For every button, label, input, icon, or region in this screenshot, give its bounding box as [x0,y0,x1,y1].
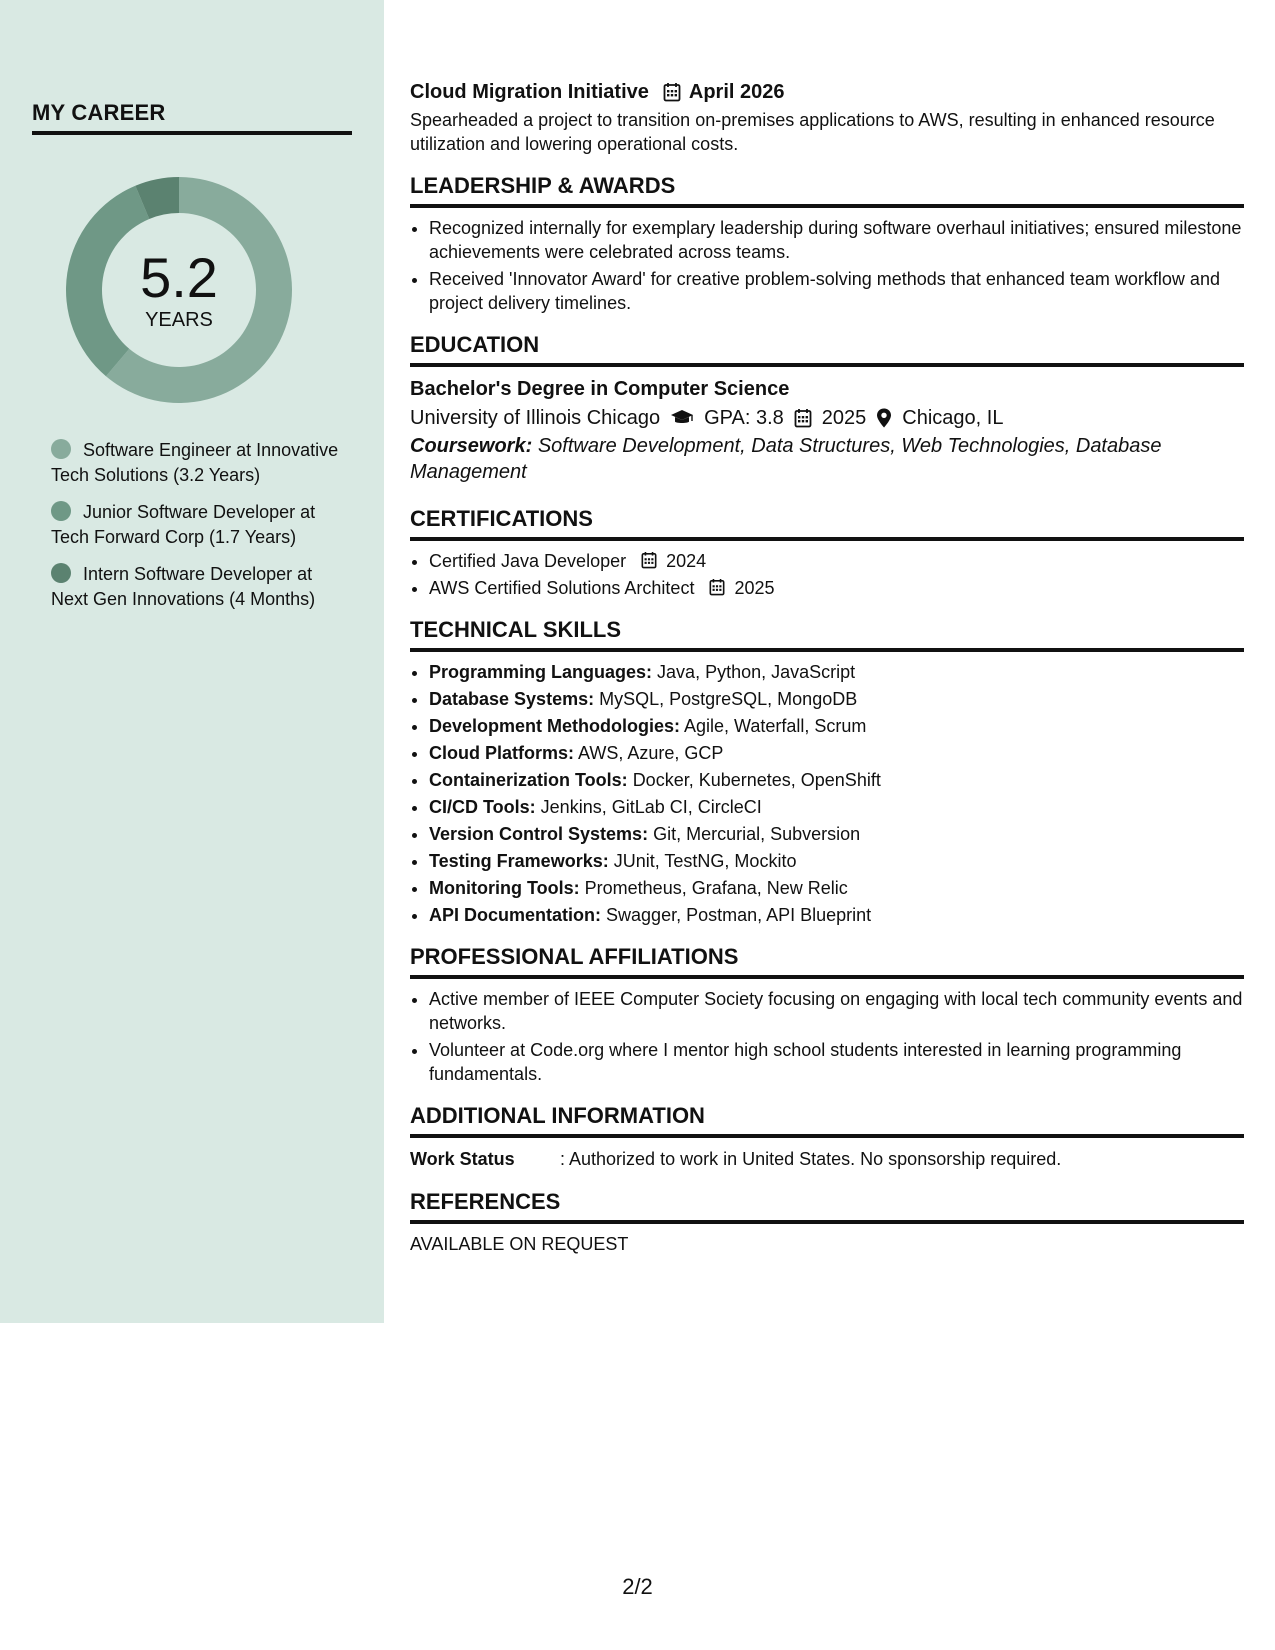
references-text: AVAILABLE ON REQUEST [410,1234,629,1254]
list-item [429,660,1244,684]
section-title-references: REFERENCES [410,1188,1244,1224]
section-title-affiliations: PROFESSIONAL AFFILIATIONS [410,943,1244,979]
skill-key: Version Control Systems: [429,824,649,844]
list-item [429,876,1244,900]
certification-name: Certified Java Developer [429,551,627,571]
skill-key: Database Systems: [429,689,595,709]
list-item [429,768,1244,792]
skills-list [410,660,1244,927]
coursework-text: Software Development, Data Structures, Web Technologies, Database Management [410,435,1162,483]
list-item [429,822,1244,846]
school-name: University of Illinois Chicago [410,407,661,429]
skill-value: JUnit, TestNG, Mockito [613,851,797,871]
calendar-icon [709,578,725,596]
career-legend-label: Intern Software Developer at Next Gen Innovations (4 Months) [51,564,316,609]
work-status-key: Work Status [410,1149,515,1169]
skill-value: Docker, Kubernetes, OpenShift [632,770,881,790]
project-header [410,78,1244,106]
affiliations-list [410,987,1244,1086]
skill-value: Jenkins, GitLab CI, CircleCI [540,797,762,817]
page-number: 2/2 [622,1574,653,1599]
legend-dot-icon [51,501,71,521]
list-item [429,795,1244,819]
career-legend-label: Software Engineer at Innovative Tech Solutions (3.2 Years) [51,440,339,485]
project-title: Cloud Migration Initiative [410,81,649,103]
education-details [410,403,1244,433]
project-date: April 2026 [688,81,785,103]
skill-value: Agile, Waterfall, Scrum [684,716,867,736]
list-item [429,849,1244,873]
main-content [410,78,1244,1256]
skill-key: Testing Frameworks: [429,851,609,871]
legend-dot-icon [51,439,71,459]
list-item: • Received 'Innovator Award' for creative problem-solving methods that enhanced team workflow and project delivery timelines. [429,267,1244,315]
section-title-education: EDUCATION [410,331,1244,367]
certifications-list [410,549,1244,600]
graduation-year: 2025 [821,407,867,429]
project-description: Spearheaded a project to transition on-premises applications to AWS, resulting in enhanced resource utilization and lowering operational costs. [410,110,1215,154]
skill-key: API Documentation: [429,905,602,925]
list-item: • Active member of IEEE Computer Society focusing on engaging with local tech community events and networks. [429,987,1244,1035]
skill-key: CI/CD Tools: [429,797,536,817]
section-title-skills: TECHNICAL SKILLS [410,616,1244,652]
career-legend-item [51,438,341,488]
section-title-certifications: CERTIFICATIONS [410,505,1244,541]
career-legend-item [51,562,341,612]
section-title-additional: ADDITIONAL INFORMATION [410,1102,1244,1138]
certification-year: 2025 [734,578,775,598]
list-item [429,714,1244,738]
calendar-icon [663,82,681,102]
work-status-row [410,1146,1244,1172]
list-item [429,687,1244,711]
degree-title: Bachelor's Degree in Computer Science [410,378,790,400]
skill-value: Prometheus, Grafana, New Relic [584,878,848,898]
section-title-leadership: LEADERSHIP & AWARDS [410,172,1244,208]
location-pin-icon [876,408,892,428]
skill-value: Git, Mercurial, Subversion [653,824,861,844]
gpa: GPA: 3.8 [704,407,784,429]
skill-key: Monitoring Tools: [429,878,580,898]
list-item [429,549,1244,573]
list-item [429,576,1244,600]
education-location: Chicago, IL [902,407,1004,429]
skill-value: Java, Python, JavaScript [657,662,856,682]
legend-dot-icon [51,563,71,583]
career-legend-item [51,500,341,550]
career-legend [51,438,341,624]
calendar-icon [641,551,657,569]
career-title: MY CAREER [32,100,352,135]
total-years-value: 5.2 [140,245,218,309]
certification-year: 2024 [666,551,707,571]
donut-center [66,177,292,403]
list-item: • Volunteer at Code.org where I mentor high school students interested in learning programming fundamentals. [429,1038,1244,1086]
calendar-icon [794,408,812,428]
skill-key: Containerization Tools: [429,770,628,790]
graduation-cap-icon [670,409,694,427]
sidebar [0,0,384,1323]
list-item [429,903,1244,927]
career-donut-chart [66,177,292,403]
certification-name: AWS Certified Solutions Architect [429,578,695,598]
skill-value: Swagger, Postman, API Blueprint [606,905,872,925]
total-years-unit: YEARS [145,308,213,331]
coursework [410,433,1244,485]
skill-key: Programming Languages: [429,662,653,682]
leadership-list [410,216,1244,315]
list-item [429,741,1244,765]
skill-key: Cloud Platforms: [429,743,575,763]
career-legend-label: Junior Software Developer at Tech Forward Corp (1.7 Years) [51,502,316,547]
skill-key: Development Methodologies: [429,716,681,736]
skill-value: MySQL, PostgreSQL, MongoDB [599,689,858,709]
work-status-value: : Authorized to work in United States. No sponsorship required. [560,1149,1062,1169]
coursework-label: Coursework: [410,435,533,457]
skill-value: AWS, Azure, GCP [578,743,724,763]
list-item: • Recognized internally for exemplary leadership during software overhaul initiatives; ensured milestone achievements were celebrated across teams. [429,216,1244,264]
